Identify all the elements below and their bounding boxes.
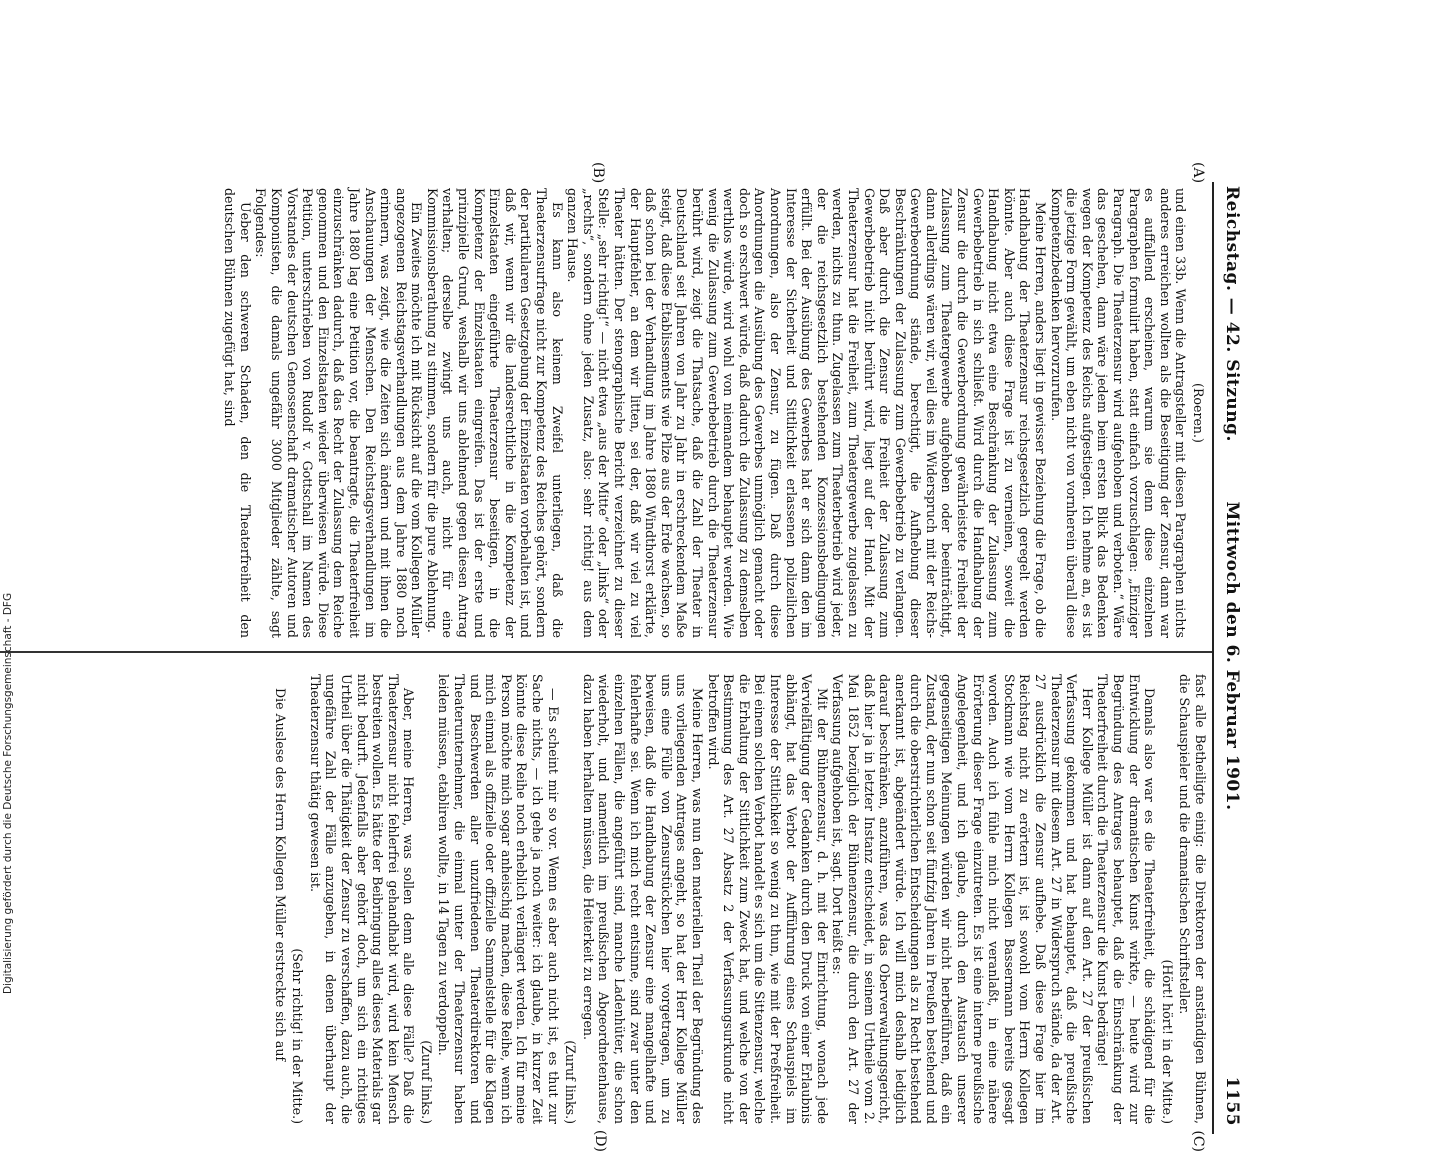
interjection: (Hört! hört! in der Mitte.): [1159, 959, 1175, 1124]
document-page: [0, 158, 1276, 1158]
left-column: [222, 188, 1208, 638]
interjection: (Zuruf links.): [418, 1040, 434, 1124]
right-column: [272, 674, 1208, 1124]
credit-text: Digitalisierung gefördert durch die Deutsche Forschungsgemeinschaft - DFG: [2, 592, 14, 994]
paragraph: Es kann also keinem Zweifel unterliegen, daß die Theaterzensurfrage nicht zur Kompetenz des Reiches gehört, sondern der partikularen Gesetzgebung der Einzelstaaten vorbehalten ist, und daß wir, wenn wir die landesrechtliche in die Kompetenz der Einzelstaaten eingeführte Theaterzensur beseitigen, in die Kompetenz der Einzelstaaten eingreifen. Das ist der erste und prinzipielle Grund, weshalb wir uns ablehnend gegen diesen Antrag verhalten; derselbe zwingt uns auch, nicht für eine Kommissionsberathung zu stimmen, sondern für die pure Ablehnung.: [424, 188, 565, 638]
paragraph: Meine Herren, was nun den materiellen Theil der Begründung des uns vorliegenden Antrages angeht, so hat der Herr Kollege Müller uns eine Fülle von Zensurstückchen hier vorgetragen, um zu beweisen, daß die Handhabung der Zensur eine mangelhafte und fehlerhafte sei. Wenn ich mich recht entsinne, sind zwar unter den einzelnen Fällen, die angeführt sind, manche Ladenhüter, die schon wiederholt, und namentlich im preußischen Abgeordnetenhause, dazu haben herhalten müssen, die Heiterkeit zu erregen.: [580, 674, 705, 1124]
margin-marker-a: (A): [1190, 162, 1206, 184]
sidebar-credit: [2, 593, 14, 994]
paragraph: Die Auslese des Herrn Kollegen Müller erstreckte sich auf: [272, 688, 288, 1062]
page-header: [1212, 186, 1242, 1126]
header-divider: [1212, 182, 1214, 1134]
margin-marker-c: (C): [1190, 1130, 1206, 1152]
paragraph: Herr Kollege Müller ist dann auf den Art. 27 der preußischen Verfassung gekommen und hat behauptet, daß die preußische Theaterzensur mit diesem Art. 27 in Widerspruch stände, da der Art. 27 ausdrücklich die Zensur aufhebe. Daß diese Frage hier im Reichstag nicht zu erörtern ist, ist sowohl vom Herrn Kollegen Stockmann wie vom Herrn Kollegen Bassermann bereits gesagt worden. Auch ich fühle mich nicht veranlaßt, in eine nähere Erörterung dieser Frage einzutreten. Es ist eine interne preußische Angelegenheit, und ich glaube, durch den Austausch unserer gegenseitigen Meinungen würden wir nicht herbeiführen, daß ein Zustand, der nun schon seit fünfzig Jahren in Preußen bestehend und durch die oberstrichterlichen Entscheidungen als zu Recht bestehend anerkannt ist, abgeändert würde. Ich will mich deshalb lediglich darauf beschränken, anzuführen, was das Oberverwaltungsgericht, daß hier ja in letzter Instanz entscheidet, in seinem Urtheile vom 2. Mai 1852 bezüglich der Bühnenzensur, die durch den Art. 27 der Verfassung aufgehoben ist, sagt. Dort heißt es:: [830, 674, 1095, 1124]
quotation: Mit der Bühnenzensur, d. h. mit der Einrichtung, wonach jede Vervielfältigung der Gedanken durch den Druck von einer Erlaubnis abhängt, hat das Verbot der Aufführung eines Schauspiels im Interesse der Sittlichkeit so wenig zu thun, wie mit der Preßfreiheit. Bei einem solchen Verbot handelt es sich um die Sittenzensur, welche die Erhaltung der Sittlichkeit zum Zweck hat, und welche von der Bestimmung des Art. 27 Absatz 2 der Verfassungsurkunde nicht betroffen wird.: [705, 674, 830, 1124]
speaker-name: (Roeren.): [1191, 383, 1206, 443]
column-divider: [0, 651, 1212, 653]
paragraph: fast alle Betheiligte einig: die Direktoren der anständigen Bühnen, die Schauspieler und die dramatischen Schriftsteller.: [1177, 674, 1208, 1124]
quotation: Ueber den schweren Schaden, den die Theaterfreiheit den deutschen Bühnen zugefügt hat, sind: [222, 188, 253, 638]
interjection: (Sehr richtig! in der Mitte.): [290, 948, 306, 1124]
paragraph: Ein Zweites möchte ich mit Rücksicht auf die vom Kollegen Müller angezogenen Reichstagsverhandlungen aus dem Jahre 1880 noch erinnern, was zeigt, wie die Zeiten sich ändern und mit ihnen die Anschauungen der Menschen. Den Reichstagsverhandlungen im Jahre 1880 lag eine Petition vor, die beantragte, die Theaterfreiheit einzuschränken dadurch, daß das Recht der Zulassung dem Reiche genommen und den Einzelstaaten wieder überwiesen würde. Diese Petition, unterschrieben von Rudolf v. Gottschall im Namen des Vorstandes der deutschen Genossenschaft dramatischer Autoren und Komponisten, die damals ungefähr 3000 Mitglieder zählte, sagt Folgendes:: [253, 188, 425, 638]
paragraph: Damals also war es die Theaterfreiheit, die schädigend für die Entwicklung der dramatischen Kunst wirkte, — heute wird zur Begründung des Antrages behauptet, daß die Einschränkung der Theaterfreiheit durch die Theaterzensur die Kunst bedränge!: [1095, 674, 1158, 1124]
interjection: (Zuruf links.): [563, 1040, 579, 1124]
margin-marker-d: (D): [592, 1129, 608, 1152]
header-page-number: 1155: [1222, 1076, 1242, 1126]
paragraph: — Es scheint mir so vor. Wenn es aber auch nicht ist, es thut zur Sache nichts, — ich gehe ja noch weiter: ich glaube, in kurzer Zeit könnte diese Reihe noch erheblich verlängert werden. Ich für meine Person möchte mich sogar anheischig machen, diese Reihe, wenn ich mich einmal als offizielle oder offizielle Sammelstelle für die Klagen und Beschwerden aller unzufriedenen Theaterdirektoren und Theaterunternehmer, die einmal unter der Theaterzensur haben leiden müssen, etabliren wollte, in 14 Tagen zu verdoppeln.: [436, 674, 561, 1124]
header-session: Reichstag. — 42. Sitzung.: [1222, 186, 1242, 442]
header-date: Mittwoch den 6. Februar 1901.: [1222, 501, 1242, 811]
paragraph: Aber, meine Herren, was sollen denn alle diese Fälle? Daß die Theaterzensur nicht fehlerfrei gehandhabt wird, wird kein Mensch bestreiten wollen. Es hätte der Beibringung alles dieses Materials gar nicht bedurft. Jedenfalls aber gehört doch, um sich ein richtiges Urtheil über die Thätigkeit der Zensur zu verschaffen, dazu auch, die ungefähre Zahl der Fälle anzugeben, in denen überhaupt der Theaterzensur thätig gewesen ist.: [307, 674, 417, 1124]
paragraph: Meine Herren, anders liegt in gewisser Beziehung die Frage, ob die Handhabung der Theaterzensur reichsgesetzlich geregelt werden könnte. Aber auch diese Frage ist zu verneinen, soweit die Handhabung nicht etwa eine Beschränkung der Zulassung zum Gewerbebetrieb in sich schließt. Wird durch die Handhabung der Zensur die durch die Gewerbeordnung gewährleistete Freiheit der Zulassung zum Theatergewerbe aufgehoben oder beeinträchtigt, dann allerdings wären wir, weil dies im Widerspruch mit der Reichs-Gewerbeordnung stände, berechtigt, die Aufhebung dieser Beschränkungen der Zulassung zum Gewerbebetrieb zu verlangen. Daß aber durch die Zensur die Freiheit der Zulassung zum Gewerbebetrieb nicht berührt wird, liegt auf der Hand. Mit der Theaterzensur hat die Freiheit, zum Theatergewerbe zugelassen zu werden, nichts zu thun. Zugelassen zum Theaterbetrieb wird jeder, der die reichsgesetzlich bestehenden Konzessionsbedingungen erfüllt. Bei der Ausübung des Gewerbes hat er sich dann den im Interesse der Sicherheit und Sittlichkeit erlassenen polizeilichen Anordnungen, also der Zensur, zu fügen. Daß durch diese Anordnungen die Ausübung des Gewerbes unmöglich gemacht oder doch so erschwert würde, daß dadurch die Zulassung zu demselben werthlos würde, wird wohl von niemandem behauptet werden. Wie wenig die Zulassung zum Gewerbebetrieb durch die Theaterzensur berührt wird, zeigt die Thatsache, daß die Zahl der Theater in Deutschland seit Jahren von Jahr zu Jahr in erschreckendem Maße steigt, daß diese Etablissements wie Pilze aus der Erde wachsen, so daß schon bei der Verhandlung im Jahre 1880 Windthorst erklärte, der Hauptfehler, an dem wir litten, sei der, daß wir viel zu viel Theater hätten. Der stenographische Bericht verzeichnet zu dieser Stelle: „sehr richtig!“ — nicht etwa „aus der Mitte“ oder „links“ oder „rechts“, sondern ohne jeden Zusatz, also: sehr richtig! aus dem ganzen Hause.: [565, 188, 1049, 638]
margin-marker-b: (B): [590, 162, 606, 184]
paragraph: und einen 33b. Wenn die Antragsteller mit diesen Paragraphen nichts anderes erreichen wollten als die Beseitigung der Zensur, dann war es auffallend erscheinen, warum sie denn diese einzelnen Paragraphen formulirt haben, statt einfach vorzuschlagen: „Einziger Paragraph. Die Theaterzensur wird aufgehoben und verboten.“ Wäre das geschehen, dann wäre jedem beim ersten Blick das Bedenken wegen der Kompetenz des Reichs aufgestiegen. Ich nehme an, es ist die jetzige Form gewählt, um eben nicht von vornherein überall diese Kompetenzbedenken hervorzurufen.: [1048, 188, 1189, 638]
